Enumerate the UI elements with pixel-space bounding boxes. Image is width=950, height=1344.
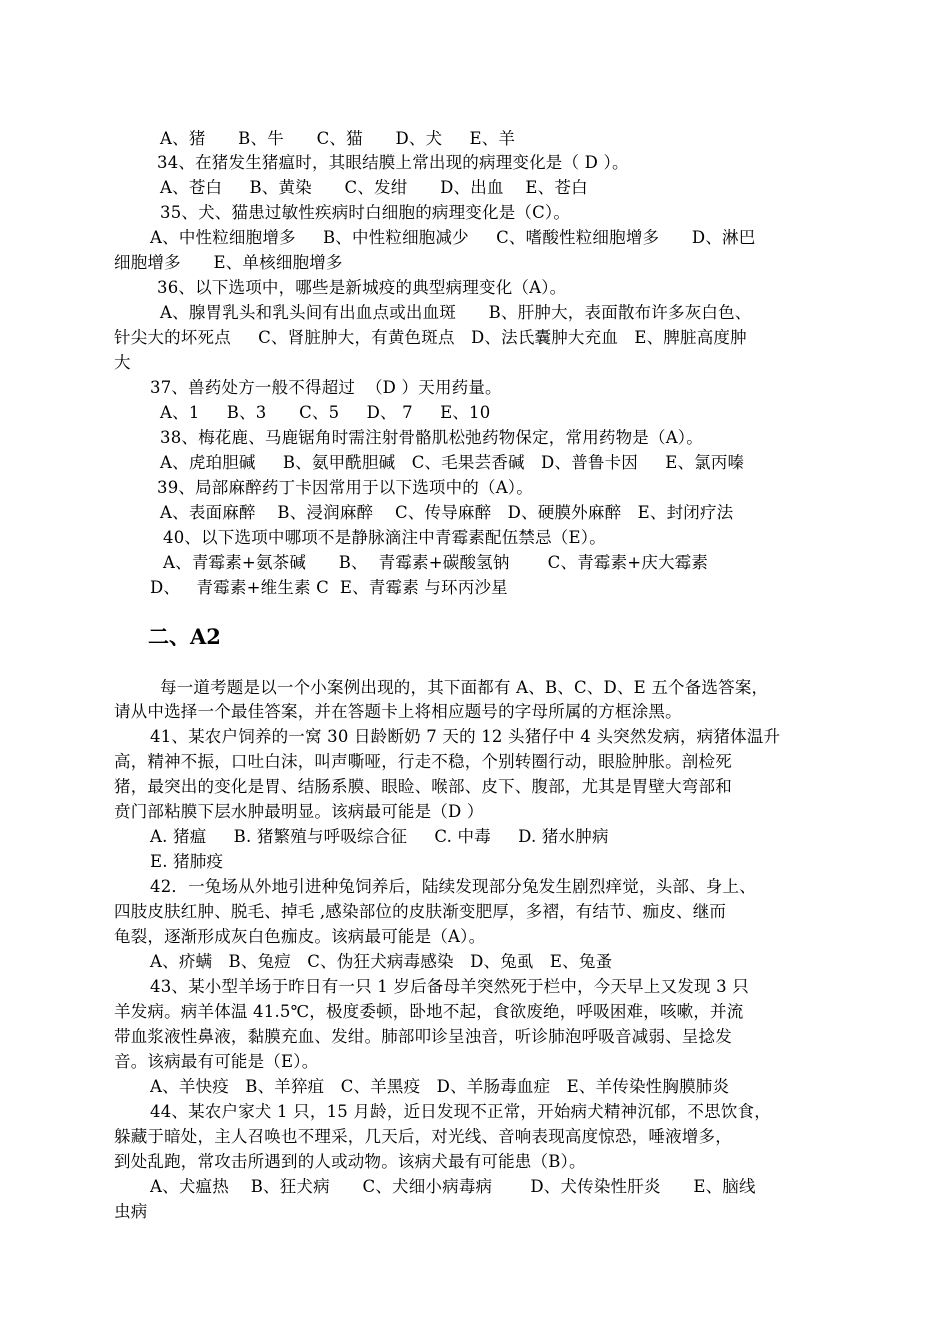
text-line: A. 猪瘟 B. 猪繁殖与呼吸综合征 C. 中毒 D. 猪水肿病 bbox=[150, 827, 609, 846]
text-line: A、表面麻醉 B、浸润麻醉 C、传导麻醉 D、硬膜外麻醉 E、封闭疗法 bbox=[160, 503, 734, 522]
text-line: A、中性粒细胞增多 B、中性粒细胞减少 C、嗜酸性粒细胞增多 D、淋巴 bbox=[150, 228, 756, 247]
text-line: 34、在猪发生猪瘟时，其眼结膜上常出现的病理变化是（ D ）。 bbox=[157, 153, 629, 172]
text-line: 猪，最突出的变化是胃、结肠系膜、眼睑、喉部、皮下、腹部，尤其是胃壁大弯部和 bbox=[114, 777, 732, 796]
text-line: 躲藏于暗处，主人召唤也不理采，几天后，对光线、音响表现高度惊恐，唾液增多， bbox=[114, 1127, 732, 1146]
text-line: 龟裂，逐渐形成灰白色痂皮。该病最可能是（A）。 bbox=[114, 927, 486, 946]
text-line: D、 青霉素+维生素 C E、青霉素 与环丙沙星 bbox=[150, 578, 508, 597]
text-line: 44、某农户家犬 1 只，15 月龄，近日发现不正常，开始病犬精神沉郁，不思饮食， bbox=[150, 1102, 771, 1121]
text-line: A、疥螨 B、兔痘 C、伪狂犬病毒感染 D、兔虱 E、兔蚤 bbox=[150, 952, 613, 971]
text-line: 每一道考题是以一个小案例出现的，其下面都有 A、B、C、D、E 五个备选答案， bbox=[160, 678, 769, 697]
text-line: A、苍白 B、黄染 C、发绀 D、出血 E、苍白 bbox=[160, 178, 588, 197]
text-line: 请从中选择一个最佳答案，并在答题卡上将相应题号的字母所属的方框涂黑。 bbox=[114, 702, 682, 721]
text-line: 羊发病。病羊体温 41.5℃，极度委顿，卧地不起，食欲废绝，呼吸困难，咳嗽，并流 bbox=[114, 1002, 744, 1021]
text-line: 40、以下选项中哪项不是静脉滴注中青霉素配伍禁忌（E）。 bbox=[163, 528, 606, 547]
text-line: 针尖大的坏死点 C、肾脏肿大，有黄色斑点 D、法氏囊肿大充血 E、脾脏高度肿 bbox=[114, 328, 747, 347]
text-line: A、羊快疫 B、羊猝疽 C、羊黑疫 D、羊肠毒血症 E、羊传染性胸膜肺炎 bbox=[150, 1077, 730, 1096]
text-line: A、腺胃乳头和乳头间有出血点或出血斑 B、肝肿大，表面散布许多灰白色、 bbox=[160, 303, 752, 322]
text-line: 细胞增多 E、单核细胞增多 bbox=[114, 253, 343, 272]
text-line: A、猪 B、牛 C、猫 D、犬 E、羊 bbox=[160, 129, 516, 148]
text-line: 带血浆液性鼻液，黏膜充血、发绀。肺部叩诊呈浊音，听诊肺泡呼吸音减弱、呈捻发 bbox=[114, 1027, 732, 1046]
text-line: A、虎珀胆碱 B、氨甲酰胆碱 C、毛果芸香碱 D、普鲁卡因 E、氯丙嗪 bbox=[160, 453, 745, 472]
text-line: 39、局部麻醉药丁卡因常用于以下选项中的（A）。 bbox=[157, 478, 533, 497]
text-line: 37、兽药处方一般不得超过 （D ）天用药量。 bbox=[150, 378, 502, 397]
text-line: 音。该病最有可能是（E）。 bbox=[114, 1052, 319, 1071]
text-line: 42．一兔场从外地引进种兔饲养后，陆续发现部分兔发生剧烈痒觉，头部、身上、 bbox=[150, 877, 756, 896]
section-heading-a2: 二、A2 bbox=[148, 624, 221, 649]
text-line: 到处乱跑，常攻击所遇到的人或动物。该病犬最有可能患（B）。 bbox=[114, 1152, 586, 1171]
text-line: 四肢皮肤红肿、脱毛、掉毛 ,感染部位的皮肤渐变肥厚，多褶，有结节、痂皮、继而 bbox=[114, 902, 727, 921]
text-line: 虫病 bbox=[114, 1202, 148, 1221]
text-line: A、1 B、3 C、5 D、 7 E、10 bbox=[160, 403, 491, 422]
text-line: A、青霉素+氨茶碱 B、 青霉素+碳酸氢钠 C、青霉素+庆大霉素 bbox=[163, 553, 709, 572]
text-line: 贲门部粘膜下层水肿最明显。该病最可能是（D ） bbox=[114, 802, 484, 821]
text-line: 38、梅花鹿、马鹿锯角时需注射骨骼肌松弛药物保定，常用药物是（A）。 bbox=[160, 428, 703, 447]
text-line: 高，精神不振，口吐白沫，叫声嘶哑，行走不稳，个别转圈行动，眼脸肿胀。剖检死 bbox=[114, 752, 732, 771]
text-line: 36、以下选项中，哪些是新城疫的典型病理变化（A）。 bbox=[157, 278, 567, 297]
text-line: 大 bbox=[114, 353, 131, 372]
text-line: 35、犬、猫患过敏性疾病时白细胞的病理变化是（C）。 bbox=[160, 203, 571, 222]
text-line: A、犬瘟热 B、狂犬病 C、犬细小病毒病 D、犬传染性肝炎 E、脑线 bbox=[150, 1177, 756, 1196]
text-line: E. 猪肺疫 bbox=[150, 852, 224, 871]
text-line: 41、某农户饲养的一窝 30 日龄断奶 7 天的 12 头猪仔中 4 头突然发病，病猪体温升 bbox=[150, 727, 781, 746]
text-line: 43、某小型羊场于昨日有一只 1 岁后备母羊突然死于栏中，今天早上又发现 3 只 bbox=[150, 977, 749, 996]
